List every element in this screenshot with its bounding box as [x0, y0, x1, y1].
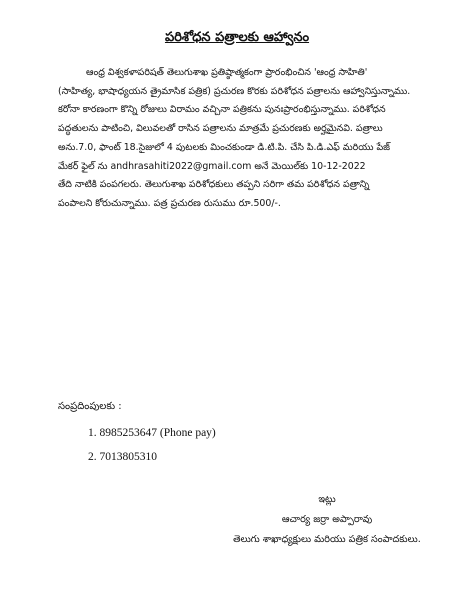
body-line: పద్ధతులను పాటించి, విలువలతో రాసిన పత్రాలను మాత్రమే ప్రచురణకు అర్హమైనవి. పత్రాలు: [58, 123, 383, 135]
signature-designation: తెలుగు శాఖాధ్యక్షులు మరియు పత్రిక సంపాదకులు.: [233, 534, 421, 545]
body-line-email: మేకర్ ఫైల్ ను andhrasahiti2022@gmail.com అనే మెయిల్‌కు 10-12-2022: [58, 160, 366, 172]
contact-item: 2. 7013805310: [88, 451, 157, 463]
signature-block: [226, 490, 428, 550]
contacts-label: సంప్రదింపులకు :: [58, 401, 122, 412]
document-title-row: [0, 26, 474, 48]
body-line: (సాహిత్య, భాషాధ్యయన త్రైమాసిక పత్రిక) ప్రచురణ కొరకు పరిశోధన పత్రాలను ఆహ్వానిస్తున్నాము.: [58, 85, 411, 97]
body-line: కరోనా కారణంగా కొన్ని రోజులు విరామం వచ్చినా పత్రికను పునఃప్రారంభిస్తున్నాము. పరిశోధన: [58, 104, 386, 116]
contact-item: 1. 8985253647 (Phone pay): [88, 427, 216, 439]
signature-name: ఆచార్య జర్రా అప్పారావు: [281, 514, 373, 525]
body-line: పంపాలని కోరుచున్నాము. పత్ర ప్రచురణ రుసుము రూ.500/-.: [58, 197, 281, 209]
body-paragraph: [58, 64, 430, 214]
body-line: అను.7.0, ఫాంట్ 18.సైజులో 4 పుటలకు మించకుండా డి.టి.పి. చేసి పి.డి.ఎఫ్ మరియు పేజ్: [58, 141, 391, 153]
contact-list: [88, 425, 216, 473]
body-line: తేది నాటికి పంపగలరు. తెలుగుశాఖ పరిశోధకులు తప్పని సరిగా తమ పరిశోధన పత్రాన్ని: [58, 179, 370, 191]
signature-closing: ఇట్లు: [318, 494, 336, 505]
body-line: ఆంధ్ర విశ్వకళాపరిషత్ తెలుగుశాఖ ప్రతిష్ఠాత్మకంగా ప్రారంభించిన 'ఆంధ్ర సాహితి': [86, 67, 368, 78]
document-title: పరిశోధన పత్రాలకు ఆహ్వానం: [164, 30, 310, 45]
